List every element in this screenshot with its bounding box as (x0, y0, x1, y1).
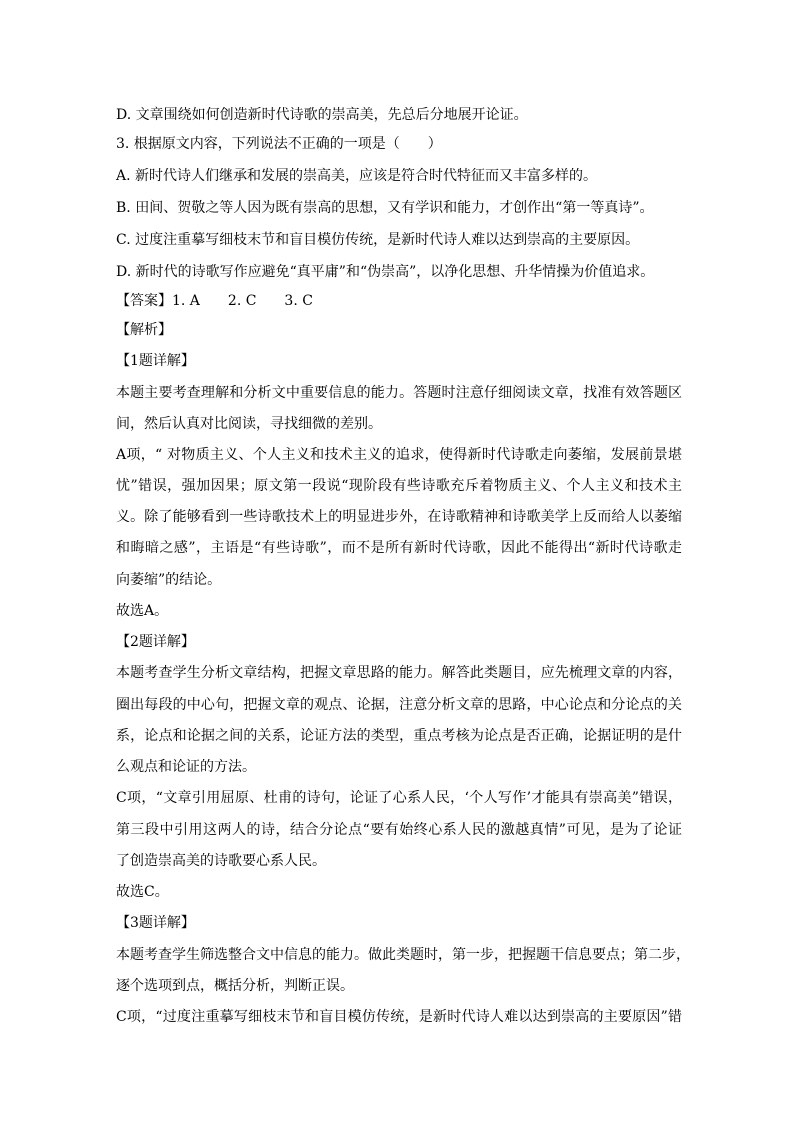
q1-para-line: 义。除了能够看到一些诗歌技术上的明显进步外，在诗歌精神和诗歌美学上反而给人以萎缩 (116, 509, 682, 525)
q2-choice: 故选C。 (116, 884, 169, 900)
option-a-q3: A. 新时代诗人们继承和发展的崇高美，应该是符合时代特征而又丰富多样的。 (116, 168, 598, 184)
option-c-q3: C. 过度注重摹写细枝末节和盲目模仿传统，是新时代诗人难以达到崇高的主要原因。 (116, 232, 640, 248)
q3-para-line: 逐个选项到点，概括分析，判断正误。 (116, 978, 354, 994)
option-b-q3: B. 田间、贺敬之等人因为既有崇高的思想，又有学识和能力，才创作出“第一等真诗”。 (116, 200, 654, 216)
q3-detail-heading: 【3题详解】 (116, 915, 195, 931)
q1-para-line: 忧”错误，强加因果；原文第一段说“现阶段有些诗歌充斥着物质主义、个人主义和技术主 (116, 478, 682, 494)
q1-para-line: A项，“ 对物质主义、个人主义和技术主义的追求，使得新时代诗歌走向萎缩，发展前景堪 (116, 447, 682, 463)
q1-para-line: 和晦暗之感”，主语是“有些诗歌”，而不是所有新时代诗歌，因此不能得出“新时代诗歌走 (116, 540, 682, 556)
q2-para-line: 么观点和论证的方法。 (116, 759, 256, 775)
q2-para-line: 系，论点和论据之间的关系，论证方法的类型，重点考核为论点是否正确，论据证明的是什 (116, 728, 682, 744)
q2-para-line: 了创造崇高美的诗歌要心系人民。 (116, 853, 326, 869)
analysis-heading: 【解析】 (116, 322, 172, 338)
answer-line: 【答案】1. A 2. C 3. C (116, 293, 313, 309)
q1-choice: 故选A。 (116, 603, 169, 619)
option-d-q2: D. 文章围绕如何创造新时代诗歌的崇高美，先总后分地展开论证。 (116, 107, 528, 123)
q1-para-line: 本题主要考查理解和分析文中重要信息的能力。答题时注意仔细阅读文章，找准有效答题区 (116, 385, 682, 401)
q2-para-line: 圈出每段的中心句，把握文章的观点、论据，注意分析文章的思路，中心论点和分论点的关 (116, 697, 682, 713)
q3-para-line: C项，“过度注重摹写细枝末节和盲目模仿传统，是新时代诗人难以达到崇高的主要原因”错 (116, 1009, 682, 1025)
q2-para-line: 本题考查学生分析文章结构，把握文章思路的能力。解答此类题目，应先梳理文章的内容， (116, 665, 682, 681)
q1-detail-heading: 【1题详解】 (116, 353, 195, 369)
option-d-q3: D. 新时代的诗歌写作应避免“真平庸”和“伪崇高”，以净化思想、升华情操为价值追求。 (116, 264, 655, 280)
q2-detail-heading: 【2题详解】 (116, 634, 195, 650)
q1-para-line: 间，然后认真对比阅读，寻找细微的差别。 (116, 416, 382, 432)
q1-para-line: 向萎缩”的结论。 (116, 572, 222, 588)
q2-para-line: 第三段中引用这两人的诗，结合分论点“要有始终心系人民的激越真情”可见，是为了论证 (116, 822, 682, 838)
q2-para-line: C项，“文章引用屈原、杜甫的诗句，论证了心系人民，‘个人写作’才能具有崇高美”错误， (116, 790, 682, 806)
q3-para-line: 本题考查学生筛选整合文中信息的能力。做此类题时，第一步，把握题干信息要点；第二步， (116, 947, 690, 963)
question-3-stem: 3. 根据原文内容，下列说法不正确的一项是（ ） (116, 136, 442, 152)
